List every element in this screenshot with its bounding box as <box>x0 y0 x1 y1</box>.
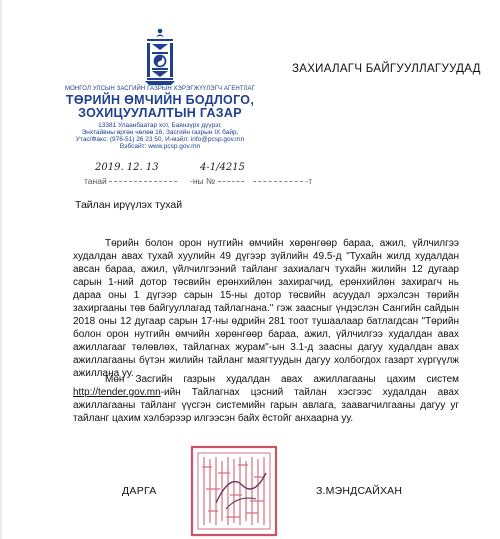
official-seal-stamp <box>186 443 282 539</box>
soyombo-emblem-icon <box>143 26 177 86</box>
body-p2-before: Мөн Засгийн газрын худалдан авах ажиллагааны цахим систем <box>105 374 459 385</box>
address-line2: Энхтайвны өргөн чөлөө 16, Засгийн газрын IX байр, <box>81 129 239 136</box>
letter-subject: Тайлан ирүүлэх тухай <box>75 199 183 211</box>
t-label: -т <box>305 176 313 186</box>
address-line4: Вэбсайт: www.pcsp.gov.mn <box>119 143 201 150</box>
tanai-field <box>84 176 177 186</box>
agency-title-line1: ТӨРИЙН ӨМЧИЙН БОДЛОГО, <box>65 93 255 107</box>
tender-link[interactable]: http://tender.gov.mn <box>73 387 161 398</box>
no-label: -ны № <box>190 176 216 186</box>
no-blank <box>218 181 244 182</box>
no-field <box>190 176 244 186</box>
body-p1-text: Төрийн болон орон нутгийн өмчийн хөрөнгөөр бараа, ажил, үйлчилгээ худалдан авах тухай хуулийн 49 дүгээр зүйлийн 49.5-д "Тухайн жилд худалдан авсан бараа, ажил, үйлчилгээний тайланг захиалагч тухайн жилийн 12 дугаар сарын 1-ний дотор төсвийн ерөнхийлөн захирагчид, ерөнхийлөн захирагч нь дараа оны 1 дүгээр сарын 15-ны дотор төсвийн асуудал эрхэлсэн төрийн захиргааны төв байгууллагад тайлагнана." гэж заасныг үндэслэн Сангийн сайдын 2018 оны 12 дугаар сарын 17-ны өдрийн 281 тоот тушаалаар батлагдсан "Төрийн болон орон нутгийн өмчийн хөрөнгөөр бараа, ажил, үйлчилгээ худалдан авах ажиллагааг төлөвлөх, тайлагнах журам"-ын 3.1-д заасны дагуу худалдан авах ажиллагааны бүтэн жилийн тайланг маягтуудын дагуу холбогдох газарт хүргүүлж ажиллана уу. <box>73 238 459 379</box>
t-blank <box>253 181 303 182</box>
body-p2-after: -ийн Тайлагнах цэсний тайлан хэсгээс худалдан авах ажиллагааны тайланг үүсгэн системийн гарын авлага, заавarчилгааны дагуу уг тайланг цахим хэлбэрээр илгээсэн байх ёстойг анхаарна уу. <box>73 387 459 424</box>
handwritten-number: 4-1/4215 <box>200 162 245 173</box>
agency-title-line2: ЗОХИЦУУЛАЛТЫН ГАЗАР <box>78 106 242 120</box>
handwritten-date: 2019. 12. 13 <box>95 162 159 173</box>
body-paragraph-1 <box>73 237 459 380</box>
t-field <box>253 176 312 186</box>
recipient: ЗАХИАЛАГЧ БАЙГУУЛЛАГУУДАД <box>292 63 481 75</box>
tanai-blank <box>109 181 177 182</box>
body-paragraph-2 <box>73 373 459 425</box>
agency-line: МОНГОЛ УЛСЫН ЗАСГИЙН ГАЗРЫН ХЭРЭГЖҮҮЛЭГЧ АГЕНТЛАГ <box>65 86 255 92</box>
page-edge <box>0 0 2 539</box>
tanai-label: танай <box>84 176 107 186</box>
signer-name: З.МЭНДСАЙХАН <box>316 485 403 497</box>
signer-title: ДАРГА <box>122 485 157 497</box>
address-line1: 13381 Улаанбаатар хот, Баянзүрх дүүрэг, <box>98 122 222 129</box>
address-line3: Утас/Факс: (976-51) 26 23 50, И-мэйл: info@pcsp.gov.mn <box>75 136 245 143</box>
